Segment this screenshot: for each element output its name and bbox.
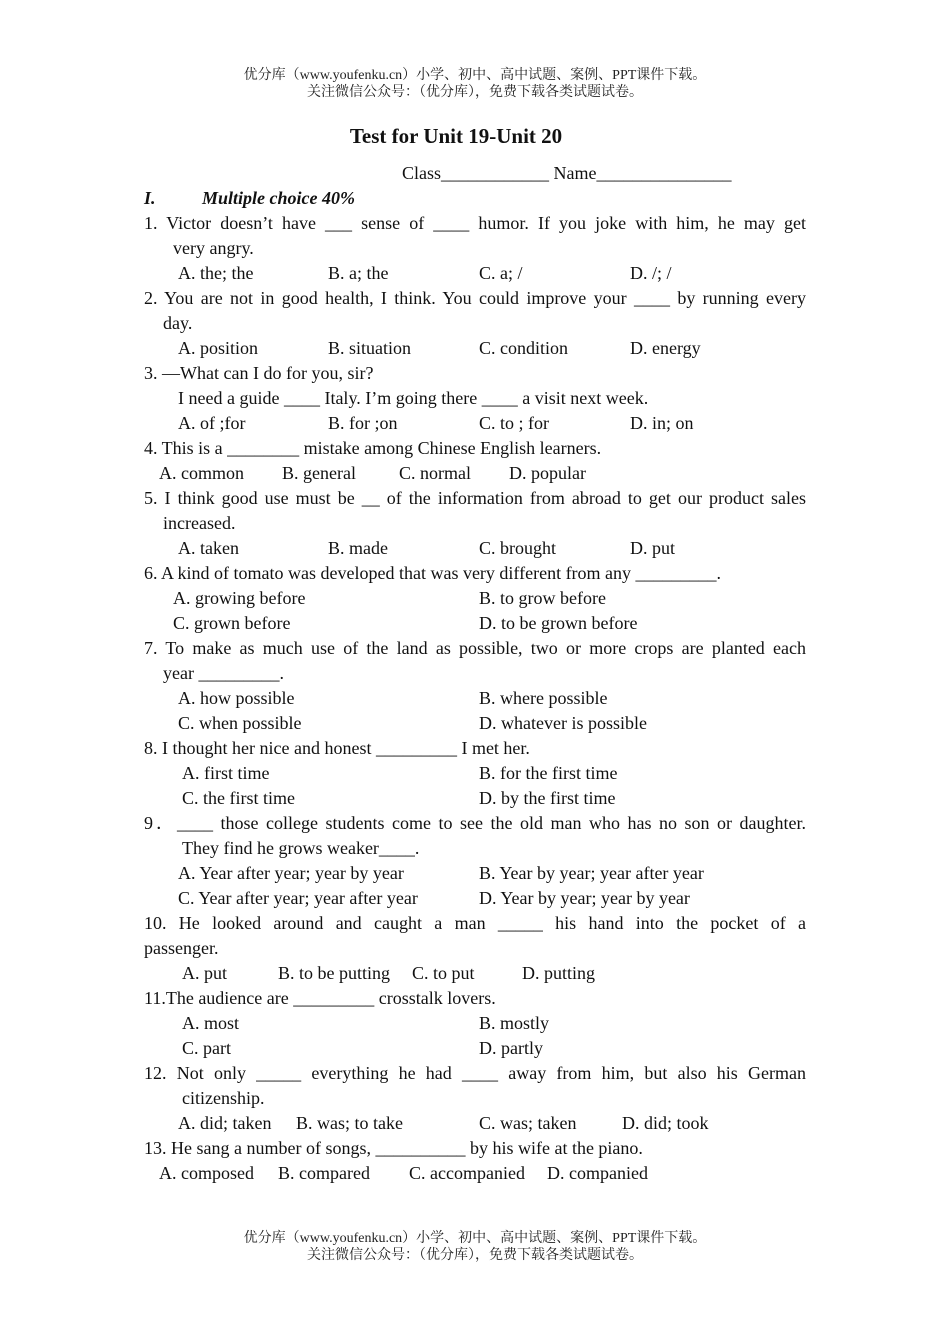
question-7 <box>144 636 806 686</box>
option-a[interactable]: A. position <box>178 338 259 358</box>
option-b[interactable]: B. compared <box>278 1163 370 1183</box>
question-text: 3. —What can I do for you, sir? <box>144 363 374 383</box>
question-text-cont: increased. <box>163 513 236 533</box>
question-9 <box>144 811 806 861</box>
option-a[interactable]: A. how possible <box>178 688 295 708</box>
option-b[interactable]: B. situation <box>328 338 412 358</box>
question-13 <box>144 1136 806 1161</box>
question-text: 10. He looked around and caught a man _____ his hand into the pocket of a <box>144 913 806 933</box>
option-c[interactable]: C. Year after year; year after year <box>178 888 418 908</box>
option-c[interactable]: C. the first time <box>182 788 295 808</box>
option-b[interactable]: B. to grow before <box>479 588 606 608</box>
option-d[interactable]: D. whatever is possible <box>479 713 647 733</box>
question-10 <box>144 911 806 961</box>
page-header <box>0 67 950 101</box>
options-3 <box>144 411 806 436</box>
options-7a <box>144 686 806 711</box>
option-a[interactable]: A. of ;for <box>178 413 246 433</box>
question-text: 4. This is a ________ mistake among Chinese English learners. <box>144 438 602 458</box>
option-b[interactable]: B. for ;on <box>328 413 398 433</box>
question-text-cont: day. <box>163 313 193 333</box>
option-a[interactable]: A. first time <box>182 763 270 783</box>
options-6b <box>144 611 806 636</box>
question-text: 2. You are not in good health, I think. You could improve your ____ by running every <box>144 288 806 308</box>
option-a[interactable]: A. the; the <box>178 263 254 283</box>
options-9b <box>144 886 806 911</box>
option-a[interactable]: A. did; taken <box>178 1113 272 1133</box>
section-number: I. <box>144 188 156 208</box>
question-11 <box>144 986 806 1011</box>
option-b[interactable]: B. made <box>328 538 388 558</box>
section-heading <box>144 186 806 211</box>
question-text: 1. Victor doesn’t have ___ sense of ____ humor. If you joke with him, he may get <box>144 213 806 233</box>
option-c[interactable]: C. to put <box>412 963 475 983</box>
question-text-cont: very angry. <box>173 238 254 258</box>
option-d[interactable]: D. Year by year; year by year <box>479 888 690 908</box>
option-d[interactable]: D. put <box>630 538 675 558</box>
section-title: Multiple choice 40% <box>202 188 355 208</box>
question-12 <box>144 1061 806 1111</box>
page-footer <box>0 1230 950 1264</box>
question-text-cont: They find he grows weaker____. <box>182 838 420 858</box>
options-2 <box>144 336 806 361</box>
footer-line-2: 关注微信公众号：（优分库），免费下载各类试题试卷。 <box>307 1248 643 1263</box>
option-d[interactable]: D. by the first time <box>479 788 616 808</box>
option-b[interactable]: B. a; the <box>328 263 389 283</box>
options-11b <box>144 1036 806 1061</box>
option-c[interactable]: C. brought <box>479 538 557 558</box>
option-b[interactable]: B. mostly <box>479 1013 550 1033</box>
option-b[interactable]: B. where possible <box>479 688 608 708</box>
question-text-cont: year _________. <box>163 663 284 683</box>
question-text: 11.The audience are _________ crosstalk lovers. <box>144 988 496 1008</box>
option-d[interactable]: D. did; took <box>622 1113 709 1133</box>
question-text: 12. Not only _____ everything he had ____ away from him, but also his German <box>144 1063 806 1083</box>
page-title: Test for Unit 19-Unit 20 <box>349 124 563 148</box>
option-d[interactable]: D. popular <box>509 463 586 483</box>
options-8a <box>144 761 806 786</box>
option-c[interactable]: C. when possible <box>178 713 302 733</box>
option-a[interactable]: A. put <box>182 963 227 983</box>
option-b[interactable]: B. for the first time <box>479 763 618 783</box>
question-text: 6. A kind of tomato was developed that was very different from any _________. <box>144 563 722 583</box>
options-5 <box>144 536 806 561</box>
question-8 <box>144 736 806 761</box>
option-b[interactable]: B. to be putting <box>278 963 390 983</box>
question-2 <box>144 286 806 336</box>
option-d[interactable]: D. /; / <box>630 263 672 283</box>
options-11a <box>144 1011 806 1036</box>
option-d[interactable]: D. putting <box>522 963 596 983</box>
options-10 <box>144 961 806 986</box>
question-text-cont: passenger. <box>144 938 219 958</box>
option-c[interactable]: C. a; / <box>479 263 523 283</box>
question-text: 7. To make as much use of the land as possible, two or more crops are planted each <box>144 638 806 658</box>
option-a[interactable]: A. Year after year; year by year <box>178 863 404 883</box>
question-text: 9．____ those college students come to see the old man who has no son or daughter. <box>144 813 806 833</box>
option-d[interactable]: D. energy <box>630 338 701 358</box>
option-b[interactable]: B. was; to take <box>296 1113 403 1133</box>
class-name-line: Class____________ Name_______________ <box>402 163 732 183</box>
option-c[interactable]: C. grown before <box>173 613 291 633</box>
question-text: 8. I thought her nice and honest _________ I met her. <box>144 738 530 758</box>
footer-line-1: 优分库（www.youfenku.cn）小学、初中、高中试题、案例、PPT课件下载。 <box>243 1231 707 1246</box>
options-12 <box>144 1111 806 1136</box>
option-c[interactable]: C. normal <box>399 463 471 483</box>
options-6a <box>144 586 806 611</box>
question-1 <box>144 211 806 261</box>
option-a[interactable]: A. most <box>182 1013 240 1033</box>
option-a[interactable]: A. taken <box>178 538 239 558</box>
header-line-1: 优分库（www.youfenku.cn）小学、初中、高中试题、案例、PPT课件下载。 <box>243 68 707 83</box>
option-b[interactable]: B. Year by year; year after year <box>479 863 704 883</box>
option-d[interactable]: D. in; on <box>630 413 694 433</box>
test-content <box>144 186 806 1186</box>
options-9a <box>144 861 806 886</box>
question-text: 13. He sang a number of songs, __________ by his wife at the piano. <box>144 1138 643 1158</box>
question-5 <box>144 486 806 536</box>
option-d[interactable]: D. companied <box>547 1163 648 1183</box>
option-d[interactable]: D. to be grown before <box>479 613 638 633</box>
options-13 <box>144 1161 806 1186</box>
question-6 <box>144 561 806 586</box>
option-a[interactable]: A. common <box>159 463 244 483</box>
option-c[interactable]: C. was; taken <box>479 1113 577 1133</box>
question-text-cont: citizenship. <box>182 1088 265 1108</box>
option-c[interactable]: C. condition <box>479 338 568 358</box>
options-4 <box>144 461 806 486</box>
question-4 <box>144 436 806 461</box>
option-c[interactable]: C. accompanied <box>409 1163 525 1183</box>
options-1 <box>144 261 806 286</box>
option-b[interactable]: B. general <box>282 463 356 483</box>
question-text: 5. I think good use must be __ of the information from abroad to get our product sales <box>144 488 806 508</box>
options-7b <box>144 711 806 736</box>
options-8b <box>144 786 806 811</box>
option-a[interactable]: A. composed <box>159 1163 254 1183</box>
option-a[interactable]: A. growing before <box>173 588 306 608</box>
option-c[interactable]: C. part <box>182 1038 231 1058</box>
header-line-2: 关注微信公众号：（优分库），免费下载各类试题试卷。 <box>307 85 643 100</box>
option-c[interactable]: C. to ; for <box>479 413 549 433</box>
question-text-cont: I need a guide ____ Italy. I’m going there ____ a visit next week. <box>178 388 649 408</box>
question-3 <box>144 361 806 411</box>
option-d[interactable]: D. partly <box>479 1038 543 1058</box>
